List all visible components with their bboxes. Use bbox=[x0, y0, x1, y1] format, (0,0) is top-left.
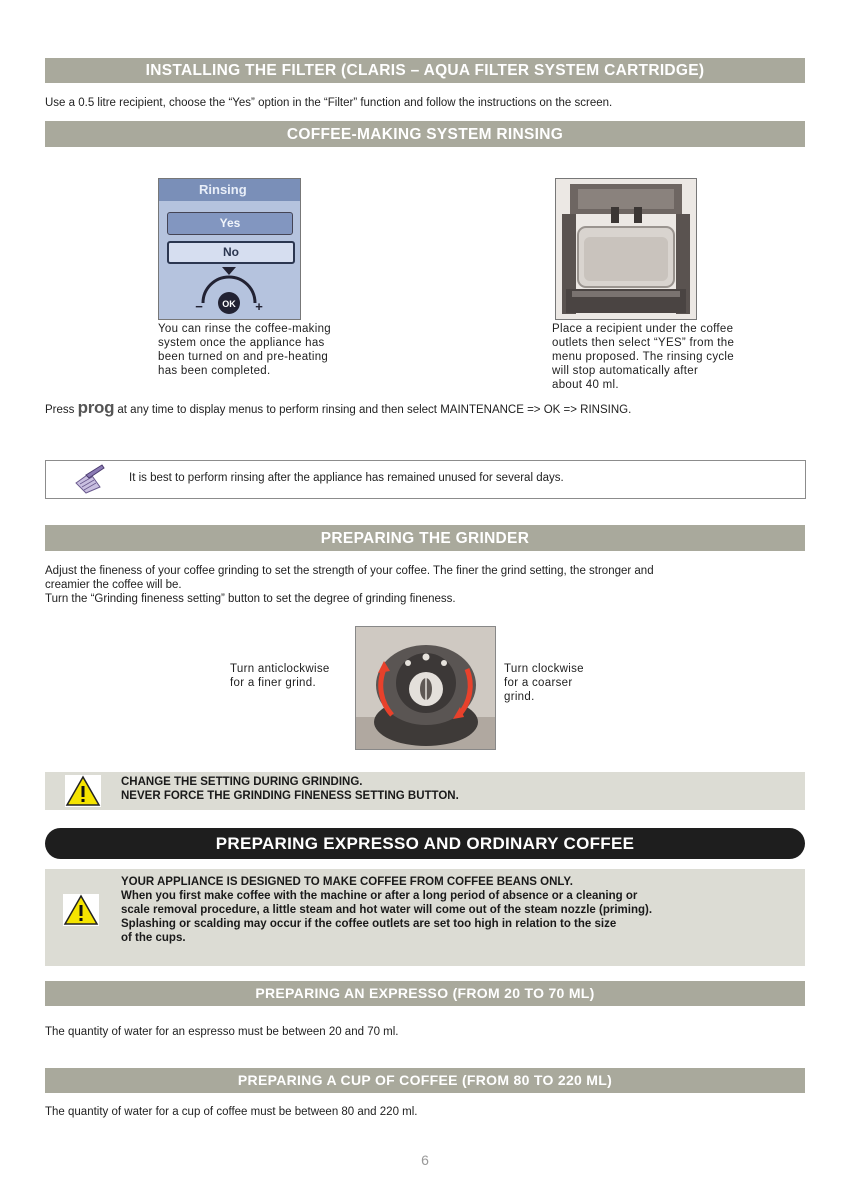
warning-icon bbox=[65, 775, 101, 807]
grinder-warning-box bbox=[45, 772, 805, 810]
grinder-caption-right bbox=[504, 662, 584, 704]
note-text: It is best to perform rinsing after the appliance has remained unused for several days. bbox=[129, 472, 564, 484]
section-header-grinder: PREPARING THE GRINDER bbox=[45, 525, 805, 551]
cup-quantity-text: The quantity of water for a cup of coffee must be between 80 and 220 ml. bbox=[45, 1106, 418, 1118]
warning-icon bbox=[63, 894, 99, 926]
caption-line: for a coarser bbox=[504, 677, 573, 689]
warning-line: YOUR APPLIANCE IS DESIGNED TO MAKE COFFEE FROM COFFEE BEANS ONLY. bbox=[121, 876, 573, 888]
rinsing-caption-right bbox=[552, 322, 734, 392]
caption-line: has been completed. bbox=[158, 365, 271, 377]
text-line: Adjust the fineness of your coffee grinding to set the strength of your coffee. The finer the grind setting, the stronger and bbox=[45, 565, 654, 577]
prog-button-label: prog bbox=[77, 398, 115, 417]
plus-label: + bbox=[255, 299, 263, 314]
text-line: Turn the “Grinding fineness setting” button to set the degree of grinding fineness. bbox=[45, 593, 456, 605]
section-header-cup: PREPARING A CUP OF COFFEE (FROM 80 TO 220 ML) bbox=[45, 1068, 805, 1093]
section-header-filter: INSTALLING THE FILTER (CLARIS – AQUA FILTER SYSTEM CARTRIDGE) bbox=[45, 58, 805, 83]
section-header-rinsing: COFFEE-MAKING SYSTEM RINSING bbox=[45, 121, 805, 147]
screen-option-no: No bbox=[167, 241, 295, 264]
coffee-machine-photo bbox=[555, 178, 697, 320]
screen-title-bar: Rinsing bbox=[159, 179, 300, 201]
text-line: creamier the coffee will be. bbox=[45, 579, 182, 591]
screen-option-yes: Yes bbox=[167, 212, 293, 235]
expresso-warning-box bbox=[45, 869, 805, 966]
warning-line: NEVER FORCE THE GRINDING FINENESS SETTING BUTTON. bbox=[121, 790, 459, 802]
warning-line: of the cups. bbox=[121, 932, 186, 944]
caption-line: been turned on and pre-heating bbox=[158, 351, 329, 363]
grinder-caption-left bbox=[230, 662, 330, 690]
caption-line: system once the appliance has bbox=[158, 337, 325, 349]
minus-label: − bbox=[195, 299, 203, 314]
caption-line: Turn anticlockwise bbox=[230, 663, 330, 675]
press-prog-instruction bbox=[45, 398, 632, 417]
caption-line: will stop automatically after bbox=[552, 365, 699, 377]
espresso-quantity-text: The quantity of water for an espresso must be between 20 and 70 ml. bbox=[45, 1026, 399, 1038]
page-number: 6 bbox=[421, 1152, 429, 1168]
caption-line: outlets then select “YES” from the bbox=[552, 337, 735, 349]
section-header-espresso: PREPARING AN EXPRESSO (FROM 20 TO 70 ML) bbox=[45, 981, 805, 1006]
ok-label: OK bbox=[222, 299, 236, 309]
caption-line: for a finer grind. bbox=[230, 677, 316, 689]
grinder-knob-photo bbox=[355, 626, 496, 750]
warning-line: Splashing or scalding may occur if the coffee outlets are set too high in relation to the size bbox=[121, 918, 617, 930]
caption-line: You can rinse the coffee-making bbox=[158, 323, 331, 335]
section-header-expresso: PREPARING EXPRESSO AND ORDINARY COFFEE bbox=[45, 828, 805, 859]
warning-line: scale removal procedure, a little steam and hot water will come out of the steam nozzle (priming). bbox=[121, 904, 653, 916]
caption-line: grind. bbox=[504, 691, 535, 703]
warning-line: When you first make coffee with the machine or after a long period of absence or a cleaning or bbox=[121, 890, 638, 902]
press-suffix: at any time to display menus to perform rinsing and then select MAINTENANCE => OK => RINSING. bbox=[117, 404, 632, 416]
rinsing-note-box bbox=[45, 460, 806, 499]
caption-line: menu proposed. The rinsing cycle bbox=[552, 351, 734, 363]
caption-line: Turn clockwise bbox=[504, 663, 584, 675]
rinsing-caption-left bbox=[158, 322, 331, 378]
note-pencil-icon bbox=[72, 463, 106, 495]
caption-line: Place a recipient under the coffee bbox=[552, 323, 734, 335]
press-prefix: Press bbox=[45, 404, 75, 416]
grinder-warning-text bbox=[121, 775, 459, 803]
expresso-warning-text bbox=[121, 875, 652, 945]
grinder-instructions bbox=[45, 564, 654, 606]
caption-line: about 40 ml. bbox=[552, 379, 619, 391]
warning-line: CHANGE THE SETTING DURING GRINDING. bbox=[121, 776, 363, 788]
rinsing-screen-illustration bbox=[158, 178, 301, 320]
screen-navigation-dial bbox=[159, 265, 300, 320]
filter-instructions: Use a 0.5 litre recipient, choose the “Yes” option in the “Filter” function and follow the instructions on the screen. bbox=[45, 97, 613, 109]
